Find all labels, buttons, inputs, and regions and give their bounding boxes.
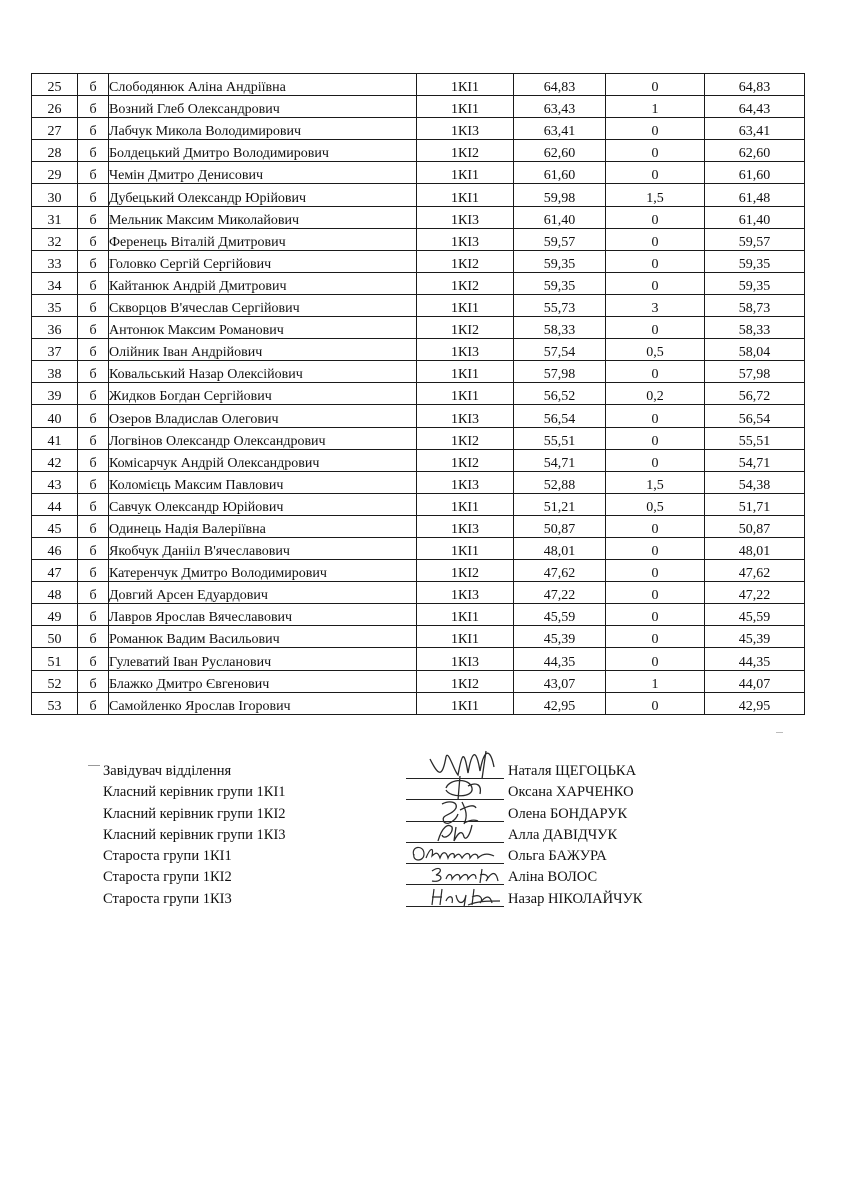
- category-cell: б: [78, 427, 109, 449]
- total-cell: 47,62: [705, 560, 805, 582]
- total-cell: 59,35: [705, 250, 805, 272]
- bonus-cell: 3: [606, 294, 705, 316]
- total-cell: 51,71: [705, 493, 805, 515]
- row-number: 37: [32, 339, 78, 361]
- score-cell: 64,83: [514, 74, 606, 96]
- category-cell: б: [78, 582, 109, 604]
- bonus-cell: 0: [606, 560, 705, 582]
- table-row: [32, 339, 805, 361]
- student-name-cell: Гулеватий Іван Русланович: [109, 648, 417, 670]
- score-cell: 44,35: [514, 648, 606, 670]
- bonus-cell: 1,5: [606, 184, 705, 206]
- group-cell: 1КІ1: [417, 361, 514, 383]
- signatures-block: [0, 755, 848, 915]
- score-cell: 56,52: [514, 383, 606, 405]
- score-cell: 42,95: [514, 692, 606, 714]
- row-number: 27: [32, 118, 78, 140]
- category-cell: б: [78, 537, 109, 559]
- results-table-body: [32, 74, 805, 715]
- group-cell: 1КІ2: [417, 560, 514, 582]
- score-cell: 52,88: [514, 471, 606, 493]
- student-name-cell: Жидков Богдан Сергійович: [109, 383, 417, 405]
- table-row: [32, 361, 805, 383]
- bonus-cell: 0: [606, 537, 705, 559]
- student-name-cell: Дубецький Олександр Юрійович: [109, 184, 417, 206]
- pencil-mark: [776, 732, 783, 733]
- student-name-cell: Якобчук Данііл В'ячеславович: [109, 537, 417, 559]
- row-number: 44: [32, 493, 78, 515]
- total-cell: 58,33: [705, 317, 805, 339]
- row-number: 29: [32, 162, 78, 184]
- student-name-cell: Скворцов В'ячеслав Сергійович: [109, 294, 417, 316]
- category-cell: б: [78, 449, 109, 471]
- role-headman-1ki1: Староста групи 1КІ1: [103, 848, 232, 865]
- role-headman-1ki3: Староста групи 1КІ3: [103, 890, 232, 907]
- bonus-cell: 1,5: [606, 471, 705, 493]
- category-cell: б: [78, 626, 109, 648]
- row-number: 42: [32, 449, 78, 471]
- table-row: [32, 493, 805, 515]
- group-cell: 1КІ2: [417, 449, 514, 471]
- row-number: 46: [32, 537, 78, 559]
- total-cell: 59,35: [705, 272, 805, 294]
- student-name-cell: Логвінов Олександр Олександрович: [109, 427, 417, 449]
- table-row: [32, 74, 805, 96]
- role-head-of-department: Завідувач відділення: [103, 763, 232, 779]
- table-row: [32, 118, 805, 140]
- student-name-cell: Довгий Арсен Едуардович: [109, 582, 417, 604]
- table-row: [32, 692, 805, 714]
- row-number: 51: [32, 648, 78, 670]
- category-cell: б: [78, 383, 109, 405]
- category-cell: б: [78, 206, 109, 228]
- role-class-teacher-1ki2: Класний керівник групи 1КІ2: [103, 805, 286, 822]
- category-cell: б: [78, 493, 109, 515]
- group-cell: 1КІ3: [417, 206, 514, 228]
- category-cell: б: [78, 118, 109, 140]
- group-cell: 1КІ3: [417, 582, 514, 604]
- group-cell: 1КІ2: [417, 250, 514, 272]
- score-cell: 63,41: [514, 118, 606, 140]
- total-cell: 44,35: [705, 648, 805, 670]
- table-row: [32, 96, 805, 118]
- total-cell: 42,95: [705, 692, 805, 714]
- category-cell: б: [78, 515, 109, 537]
- student-name-cell: Чемін Дмитро Денисович: [109, 162, 417, 184]
- student-name-cell: Ковальський Назар Олексійович: [109, 361, 417, 383]
- student-name-cell: Ференець Віталій Дмитрович: [109, 228, 417, 250]
- category-cell: б: [78, 692, 109, 714]
- student-name-cell: Коломієць Максим Павлович: [109, 471, 417, 493]
- student-name-cell: Самойленко Ярослав Ігорович: [109, 692, 417, 714]
- student-name-cell: Савчук Олександр Юрійович: [109, 493, 417, 515]
- group-cell: 1КІ3: [417, 471, 514, 493]
- table-row: [32, 405, 805, 427]
- total-cell: 50,87: [705, 515, 805, 537]
- group-cell: 1КІ1: [417, 294, 514, 316]
- student-name-cell: Кайтанюк Андрій Дмитрович: [109, 272, 417, 294]
- score-cell: 54,71: [514, 449, 606, 471]
- results-table: [31, 73, 805, 715]
- category-cell: б: [78, 96, 109, 118]
- total-cell: 58,04: [705, 339, 805, 361]
- total-cell: 63,41: [705, 118, 805, 140]
- group-cell: 1КІ2: [417, 317, 514, 339]
- table-row: [32, 427, 805, 449]
- total-cell: 54,38: [705, 471, 805, 493]
- table-row: [32, 162, 805, 184]
- signature-row: [406, 889, 706, 910]
- row-number: 53: [32, 692, 78, 714]
- group-cell: 1КІ1: [417, 604, 514, 626]
- score-cell: 62,60: [514, 140, 606, 162]
- student-name-cell: Блажко Дмитро Євгенович: [109, 670, 417, 692]
- bonus-cell: 0,5: [606, 339, 705, 361]
- score-cell: 43,07: [514, 670, 606, 692]
- bonus-cell: 0: [606, 405, 705, 427]
- student-name-cell: Мельник Максим Миколайович: [109, 206, 417, 228]
- total-cell: 56,54: [705, 405, 805, 427]
- total-cell: 61,40: [705, 206, 805, 228]
- group-cell: 1КІ1: [417, 537, 514, 559]
- group-cell: 1КІ1: [417, 74, 514, 96]
- table-row: [32, 228, 805, 250]
- category-cell: б: [78, 294, 109, 316]
- group-cell: 1КІ1: [417, 162, 514, 184]
- student-name-cell: Лавров Ярослав Вячеславович: [109, 604, 417, 626]
- category-cell: б: [78, 184, 109, 206]
- group-cell: 1КІ3: [417, 118, 514, 140]
- signatory-name: Оксана ХАРЧЕНКО: [508, 784, 634, 801]
- score-cell: 48,01: [514, 537, 606, 559]
- score-cell: 45,59: [514, 604, 606, 626]
- category-cell: б: [78, 339, 109, 361]
- group-cell: 1КІ1: [417, 493, 514, 515]
- total-cell: 57,98: [705, 361, 805, 383]
- row-number: 45: [32, 515, 78, 537]
- table-row: [32, 537, 805, 559]
- category-cell: б: [78, 471, 109, 493]
- row-number: 41: [32, 427, 78, 449]
- row-number: 52: [32, 670, 78, 692]
- category-cell: б: [78, 405, 109, 427]
- category-cell: б: [78, 317, 109, 339]
- total-cell: 54,71: [705, 449, 805, 471]
- row-number: 36: [32, 317, 78, 339]
- category-cell: б: [78, 228, 109, 250]
- score-cell: 51,21: [514, 493, 606, 515]
- category-cell: б: [78, 250, 109, 272]
- bonus-cell: 0: [606, 515, 705, 537]
- group-cell: 1КІ3: [417, 339, 514, 361]
- table-row: [32, 582, 805, 604]
- bonus-cell: 0: [606, 604, 705, 626]
- score-cell: 57,54: [514, 339, 606, 361]
- row-number: 34: [32, 272, 78, 294]
- score-cell: 59,98: [514, 184, 606, 206]
- student-name-cell: Одинець Надія Валеріївна: [109, 515, 417, 537]
- row-number: 25: [32, 74, 78, 96]
- score-cell: 55,51: [514, 427, 606, 449]
- group-cell: 1КІ2: [417, 670, 514, 692]
- row-number: 35: [32, 294, 78, 316]
- student-name-cell: Катеренчук Дмитро Володимирович: [109, 560, 417, 582]
- row-number: 39: [32, 383, 78, 405]
- bonus-cell: 1: [606, 96, 705, 118]
- table-row: [32, 250, 805, 272]
- role-class-teacher-1ki3: Класний керівник групи 1КІ3: [103, 826, 286, 843]
- group-cell: 1КІ3: [417, 405, 514, 427]
- score-cell: 50,87: [514, 515, 606, 537]
- category-cell: б: [78, 648, 109, 670]
- bonus-cell: 0: [606, 692, 705, 714]
- signatory-name: Ольга БАЖУРА: [508, 848, 607, 865]
- group-cell: 1КІ2: [417, 140, 514, 162]
- score-cell: 59,35: [514, 272, 606, 294]
- table-row: [32, 294, 805, 316]
- score-cell: 47,62: [514, 560, 606, 582]
- role-headman-1ki2: Староста групи 1КІ2: [103, 869, 232, 886]
- bonus-cell: 0: [606, 228, 705, 250]
- group-cell: 1КІ1: [417, 184, 514, 206]
- group-cell: 1КІ2: [417, 427, 514, 449]
- bonus-cell: 0: [606, 250, 705, 272]
- bonus-cell: 0,5: [606, 493, 705, 515]
- total-cell: 45,59: [705, 604, 805, 626]
- group-cell: 1КІ3: [417, 228, 514, 250]
- category-cell: б: [78, 140, 109, 162]
- score-cell: 45,39: [514, 626, 606, 648]
- total-cell: 56,72: [705, 383, 805, 405]
- bonus-cell: 0: [606, 140, 705, 162]
- bonus-cell: 0: [606, 427, 705, 449]
- role-class-teacher-1ki1: Класний керівник групи 1КІ1: [103, 784, 286, 801]
- group-cell: 1КІ2: [417, 272, 514, 294]
- group-cell: 1КІ1: [417, 692, 514, 714]
- score-cell: 59,57: [514, 228, 606, 250]
- group-cell: 1КІ3: [417, 515, 514, 537]
- table-row: [32, 383, 805, 405]
- student-name-cell: Головко Сергій Сергійович: [109, 250, 417, 272]
- category-cell: б: [78, 74, 109, 96]
- total-cell: 47,22: [705, 582, 805, 604]
- student-name-cell: Антонюк Максим Романович: [109, 317, 417, 339]
- total-cell: 55,51: [705, 427, 805, 449]
- bonus-cell: 0: [606, 206, 705, 228]
- student-name-cell: Лабчук Микола Володимирович: [109, 118, 417, 140]
- group-cell: 1КІ1: [417, 626, 514, 648]
- category-cell: б: [78, 560, 109, 582]
- student-name-cell: Болдецький Дмитро Володимирович: [109, 140, 417, 162]
- row-number: 28: [32, 140, 78, 162]
- table-row: [32, 648, 805, 670]
- row-number: 31: [32, 206, 78, 228]
- total-cell: 44,07: [705, 670, 805, 692]
- table-row: [32, 471, 805, 493]
- group-cell: 1КІ3: [417, 648, 514, 670]
- category-cell: б: [78, 272, 109, 294]
- total-cell: 61,48: [705, 184, 805, 206]
- row-number: 40: [32, 405, 78, 427]
- row-number: 33: [32, 250, 78, 272]
- row-number: 50: [32, 626, 78, 648]
- signatory-name: Олена БОНДАРУК: [508, 805, 628, 822]
- score-cell: 63,43: [514, 96, 606, 118]
- roles-column: [103, 761, 286, 910]
- student-name-cell: Романюк Вадим Васильович: [109, 626, 417, 648]
- handwritten-signature: [428, 883, 504, 911]
- total-cell: 45,39: [705, 626, 805, 648]
- bonus-cell: 0: [606, 272, 705, 294]
- category-cell: б: [78, 162, 109, 184]
- total-cell: 48,01: [705, 537, 805, 559]
- score-cell: 56,54: [514, 405, 606, 427]
- score-cell: 57,98: [514, 361, 606, 383]
- signatory-name: Наталя ЩЕГОЦЬКА: [508, 763, 637, 779]
- bonus-cell: 0: [606, 317, 705, 339]
- category-cell: б: [78, 604, 109, 626]
- row-number: 47: [32, 560, 78, 582]
- table-row: [32, 317, 805, 339]
- table-row: [32, 184, 805, 206]
- student-name-cell: Олійник Іван Андрійович: [109, 339, 417, 361]
- table-row: [32, 272, 805, 294]
- table-row: [32, 140, 805, 162]
- table-row: [32, 515, 805, 537]
- total-cell: 58,73: [705, 294, 805, 316]
- row-number: 32: [32, 228, 78, 250]
- total-cell: 64,43: [705, 96, 805, 118]
- score-cell: 55,73: [514, 294, 606, 316]
- bonus-cell: 0: [606, 361, 705, 383]
- row-number: 26: [32, 96, 78, 118]
- student-name-cell: Слободянюк Аліна Андріївна: [109, 74, 417, 96]
- group-cell: 1КІ1: [417, 96, 514, 118]
- table-row: [32, 206, 805, 228]
- bonus-cell: 0: [606, 648, 705, 670]
- bonus-cell: 0: [606, 582, 705, 604]
- bonus-cell: 0: [606, 626, 705, 648]
- total-cell: 61,60: [705, 162, 805, 184]
- table-row: [32, 604, 805, 626]
- total-cell: 62,60: [705, 140, 805, 162]
- score-cell: 59,35: [514, 250, 606, 272]
- bonus-cell: 0,2: [606, 383, 705, 405]
- score-cell: 61,40: [514, 206, 606, 228]
- signatory-name: Аліна ВОЛОС: [508, 869, 598, 886]
- total-cell: 64,83: [705, 74, 805, 96]
- score-cell: 61,60: [514, 162, 606, 184]
- student-name-cell: Комісарчук Андрій Олександрович: [109, 449, 417, 471]
- category-cell: б: [78, 670, 109, 692]
- row-number: 38: [32, 361, 78, 383]
- bonus-cell: 0: [606, 449, 705, 471]
- table-row: [32, 670, 805, 692]
- row-number: 30: [32, 184, 78, 206]
- table-row: [32, 449, 805, 471]
- table-row: [32, 626, 805, 648]
- names-column: [406, 761, 706, 910]
- score-cell: 58,33: [514, 317, 606, 339]
- total-cell: 59,57: [705, 228, 805, 250]
- category-cell: б: [78, 361, 109, 383]
- group-cell: 1КІ1: [417, 383, 514, 405]
- bonus-cell: 1: [606, 670, 705, 692]
- table-row: [32, 560, 805, 582]
- signatory-name: Назар НІКОЛАЙЧУК: [508, 890, 643, 907]
- bonus-cell: 0: [606, 118, 705, 140]
- row-number: 43: [32, 471, 78, 493]
- bonus-cell: 0: [606, 162, 705, 184]
- score-cell: 47,22: [514, 582, 606, 604]
- bonus-cell: 0: [606, 74, 705, 96]
- row-number: 48: [32, 582, 78, 604]
- signatory-name: Алла ДАВІДЧУК: [508, 826, 618, 843]
- row-number: 49: [32, 604, 78, 626]
- student-name-cell: Возний Глеб Олександрович: [109, 96, 417, 118]
- student-name-cell: Озеров Владислав Олегович: [109, 405, 417, 427]
